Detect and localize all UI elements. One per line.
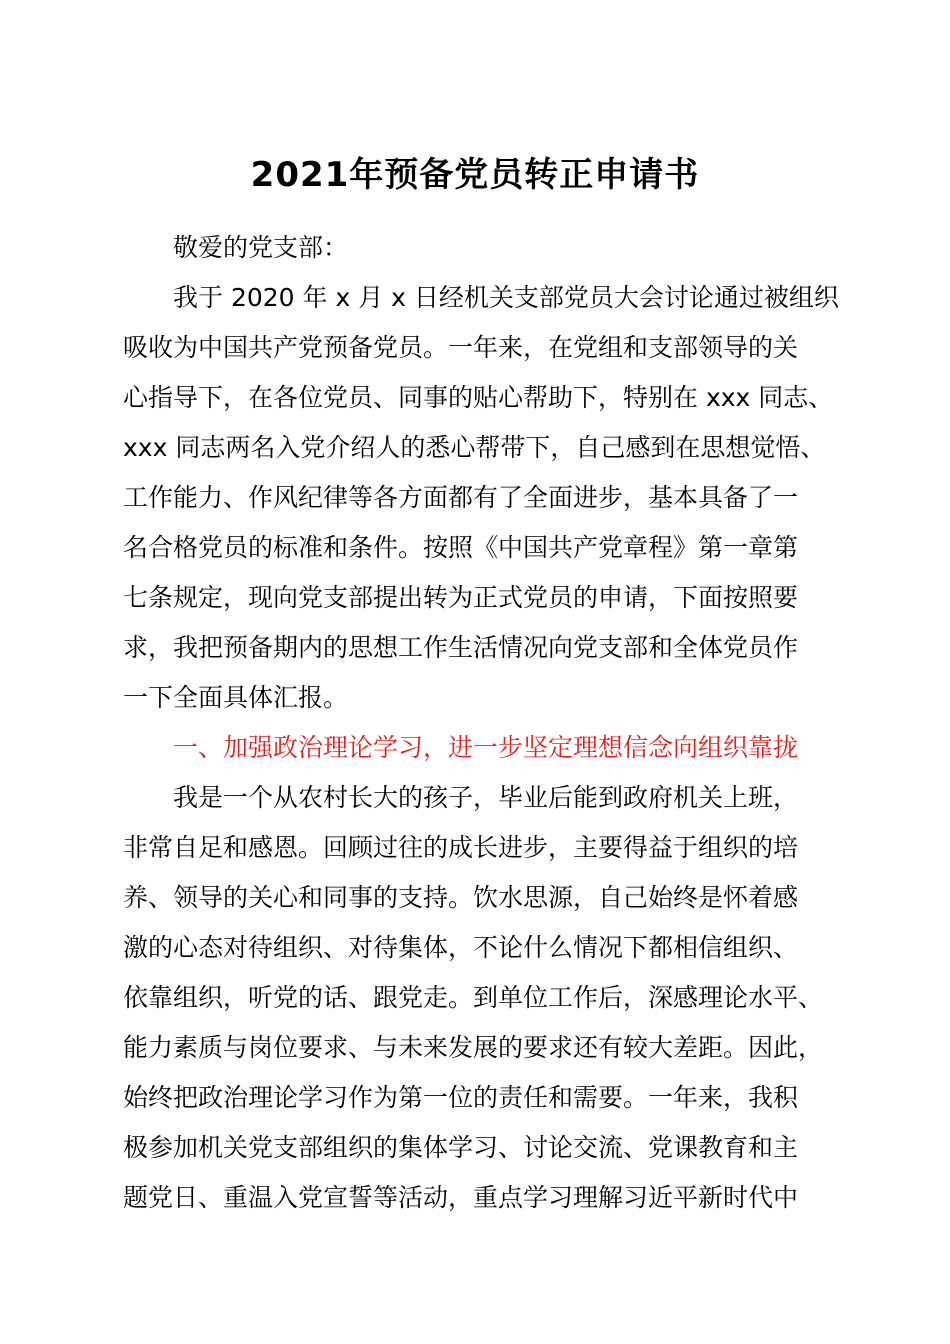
paragraph-1-line: xxx 同志两名入党介绍人的悉心帮带下，自己感到在思想觉悟、 — [123, 433, 826, 462]
paragraph-2-line: 养、领导的关心和同事的支持。饮水思源，自己始终是怀着感 — [123, 883, 799, 912]
paragraph-1-line: 名合格党员的标准和条件。按照《中国共产党章程》第一章第 — [123, 533, 799, 562]
paragraph-2-line: 激的心态对待组织、对待集体，不论什么情况下都相信组织、 — [123, 933, 799, 962]
paragraph-1-line: 吸收为中国共产党预备党员。一年来，在党组和支部领导的关 — [123, 333, 799, 362]
paragraph-2-line: 依靠组织，听党的话、跟党走。到单位工作后，深感理论水平、 — [123, 983, 824, 1012]
paragraph-2-line: 我是一个从农村长大的孩子，毕业后能到政府机关上班， — [173, 783, 799, 812]
paragraph-1-line: 工作能力、作风纪律等各方面都有了全面进步，基本具备了一 — [123, 483, 799, 512]
paragraph-1-line: 一下全面具体汇报。 — [123, 683, 349, 712]
paragraph-1-line: 七条规定，现向党支部提出转为正式党员的申请，下面按照要 — [123, 583, 799, 612]
paragraph-2-line: 能力素质与岗位要求、与未来发展的要求还有较大差距。因此， — [123, 1033, 824, 1062]
salutation: 敬爱的党支部： — [173, 233, 349, 262]
paragraph-2-line: 始终把政治理论学习作为第一位的责任和需要。一年来，我积 — [123, 1083, 799, 1112]
paragraph-2-line: 非常自足和感恩。回顾过往的成长进步，主要得益于组织的培 — [123, 833, 799, 862]
paragraph-1-line: 心指导下，在各位党员、同事的贴心帮助下，特别在 xxx 同志、 — [123, 383, 834, 412]
paragraph-2-line: 题党日、重温入党宣誓等活动，重点学习理解习近平新时代中 — [123, 1183, 799, 1212]
section-1-heading: 一、加强政治理论学习，进一步坚定理想信念向组织靠拢 — [173, 733, 799, 762]
paragraph-2-line: 极参加机关党支部组织的集体学习、讨论交流、党课教育和主 — [123, 1133, 799, 1162]
paragraph-1-line: 求，我把预备期内的思想工作生活情况向党支部和全体党员作 — [123, 633, 799, 662]
document-title: 2021年预备党员转正申请书 — [250, 155, 700, 195]
paragraph-1-line: 我于 2020 年 x 月 x 日经机关支部党员大会讨论通过被组织 — [173, 283, 839, 312]
